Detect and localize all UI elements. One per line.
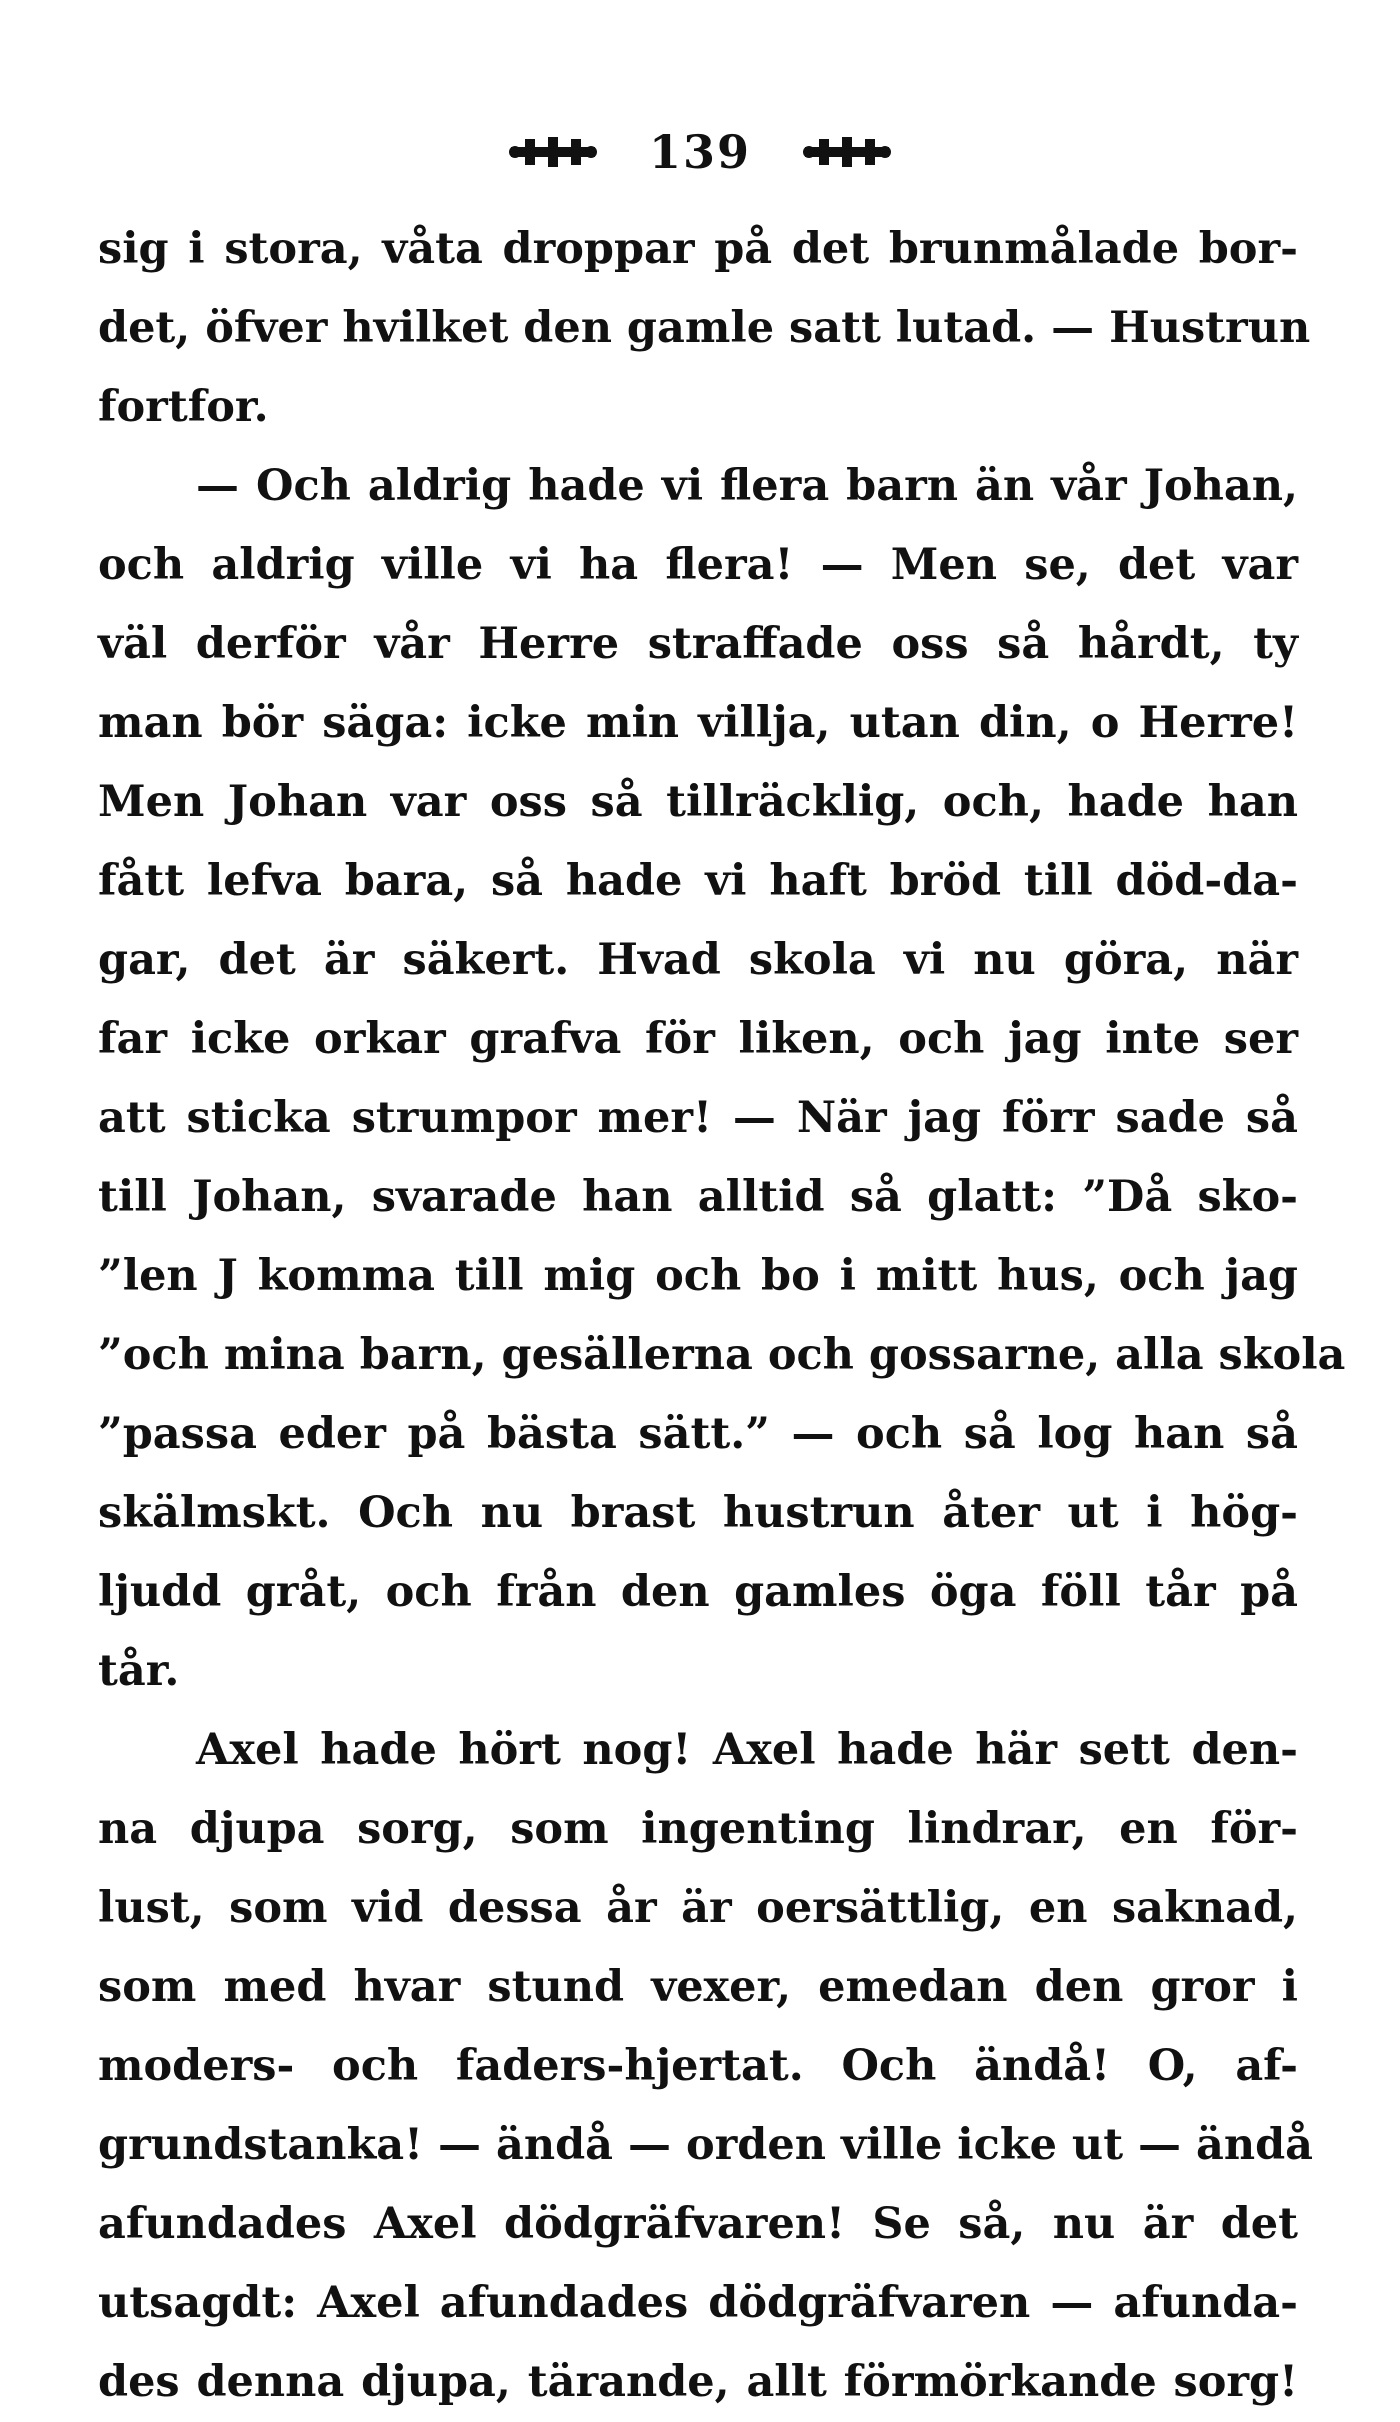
text-line: gar, det är säkert. Hvad skola vi nu göra, när	[98, 935, 1298, 985]
text-line: Men Johan var oss så tillräcklig, och, hade han	[98, 777, 1298, 827]
text-line: Axel hade hört nog! Axel hade här sett den-	[196, 1725, 1298, 1775]
text-line: fått lefva bara, så hade vi haft bröd till död-da-	[98, 856, 1298, 906]
text-line: des denna djupa, tärande, allt förmörkande sorg!	[98, 2357, 1298, 2407]
text-line: grundstanka! — ändå — orden ville icke ut — ändå	[98, 2120, 1314, 2170]
text-line: fortfor.	[98, 382, 269, 432]
text-line: na djupa sorg, som ingenting lindrar, en för-	[98, 1804, 1298, 1854]
page-number: 139	[648, 125, 752, 179]
text-line: det, öfver hvilket den gamle satt lutad. — Hustrun	[98, 303, 1311, 353]
page-header	[0, 118, 1400, 182]
text-line: — Och aldrig hade vi flera barn än vår Johan,	[196, 461, 1298, 511]
text-line: ljudd gråt, och från den gamles öga föll tår på	[98, 1567, 1298, 1617]
text-line: lust, som vid dessa år är oersättlig, en saknad,	[98, 1883, 1298, 1933]
text-line: utsagdt: Axel afundades dödgräfvaren — afunda-	[98, 2278, 1298, 2328]
text-line: ”len J komma till mig och bo i mitt hus, och jag	[98, 1251, 1298, 1301]
text-line: ”och mina barn, gesällerna och gossarne, alla skola	[98, 1330, 1346, 1380]
text-line: som med hvar stund vexer, emedan den gror i	[98, 1962, 1298, 2012]
text-line: till Johan, svarade han alltid så glatt: ”Då sko-	[98, 1172, 1298, 1222]
body-text	[98, 210, 1346, 2422]
text-line: skälmskt. Och nu brast hustrun åter ut i hög-	[98, 1488, 1298, 1538]
text-line: sig i stora, våta droppar på det brunmålade bor-	[98, 224, 1298, 274]
text-line: att sticka strumpor mer! — När jag förr sade så	[98, 1093, 1298, 1143]
decorative-ornament-icon	[507, 135, 599, 169]
text-line: man bör säga: icke min villja, utan din, o Herre!	[98, 698, 1298, 748]
text-line: och aldrig ville vi ha flera! — Men se, det var	[98, 540, 1298, 590]
text-line: moders- och faders-hjertat. Och ändå! O, af-	[98, 2041, 1298, 2091]
text-line: far icke orkar grafva för liken, och jag inte ser	[98, 1014, 1298, 1064]
text-line: ”passa eder på bästa sätt.” — och så log han så	[98, 1409, 1298, 1459]
text-line: tår.	[98, 1646, 180, 1696]
text-line: väl derför vår Herre straffade oss så hårdt, ty	[98, 619, 1298, 669]
decorative-ornament-icon	[801, 135, 893, 169]
text-line: afundades Axel dödgräfvaren! Se så, nu är det	[98, 2199, 1298, 2249]
